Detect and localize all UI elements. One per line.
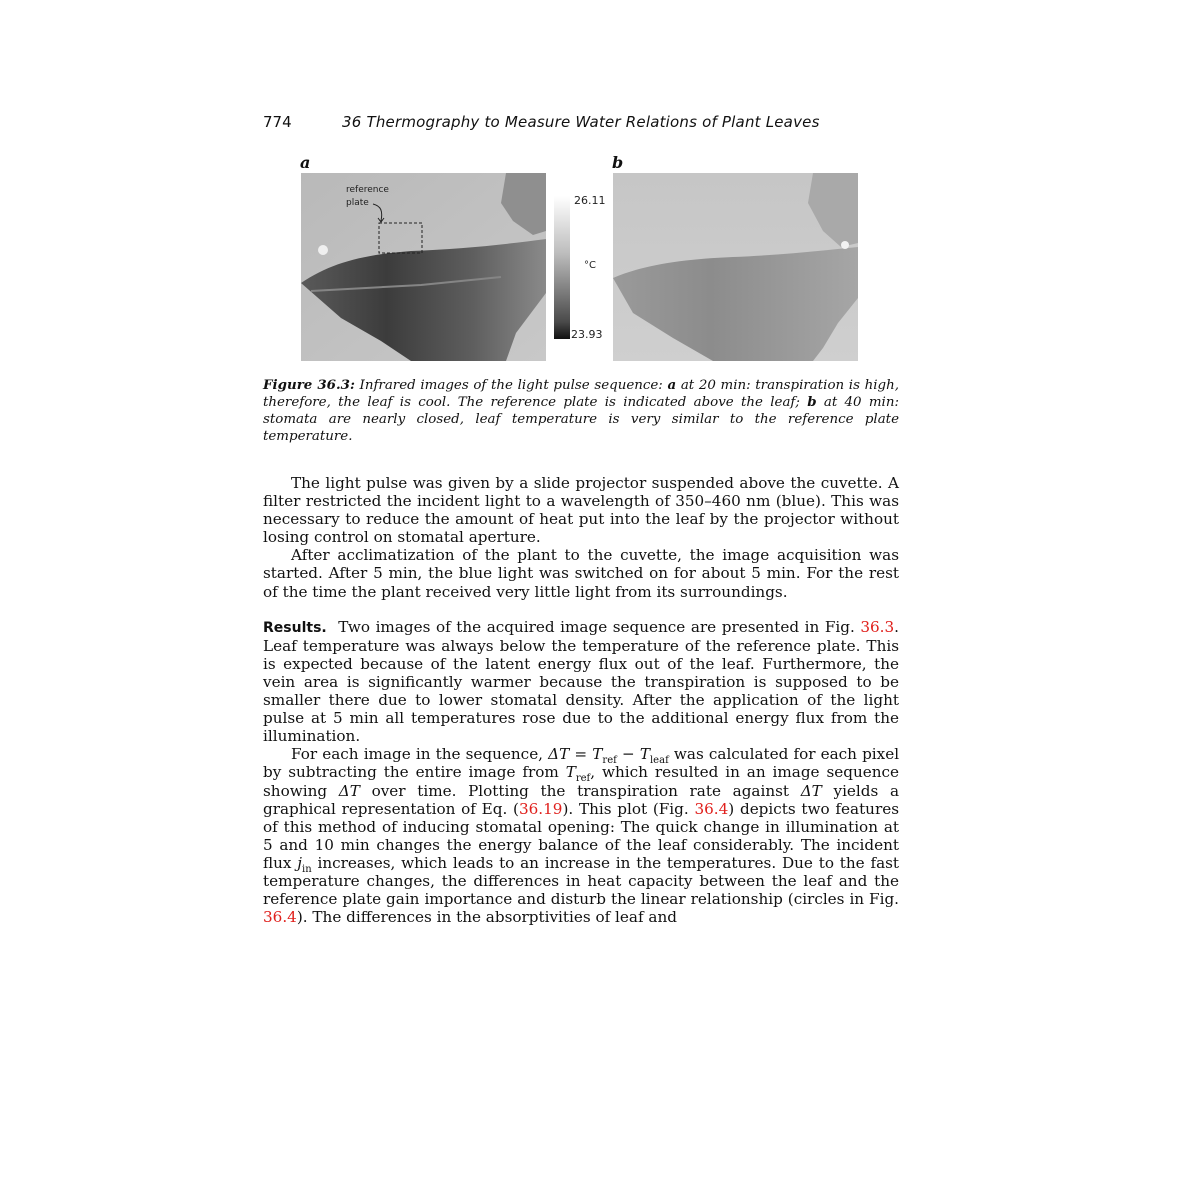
temperature-colorbar [554, 196, 570, 339]
page-number: 774 [263, 113, 292, 131]
p4-text-a: For each image in the sequence, [291, 745, 544, 764]
colorbar-unit-label: °C [584, 260, 596, 271]
colorbar-max-label: 26.11 [574, 194, 606, 207]
infrared-image-a [301, 173, 546, 361]
panel-a-label: a [300, 153, 311, 172]
fig-36-4-link[interactable]: 36.4 [263, 908, 297, 927]
delta-t-symbol: ΔT [800, 781, 822, 800]
delta-t-symbol: ΔT [338, 781, 360, 800]
caption-panel-a: a [667, 377, 677, 393]
fig-36-4-link[interactable]: 36.4 [694, 799, 729, 818]
fig-36-3-link[interactable]: 36.3 [860, 617, 895, 636]
delta-t-symbol: ΔT [548, 745, 570, 764]
p4-text-f: ). This plot (Fig. [562, 799, 689, 818]
figure-caption [263, 377, 899, 445]
p4-text-h: increases, which leads to an increase in the temperatures. Due to the fast temperature changes, the differences in heat capacity between the leaf and the reference plate gain importance and disturb the linear relationship (circles in Fig. [263, 853, 900, 909]
p4-text-g: ) depicts two features of this method of inducing stomatal opening: The quick change in illumination at 5 and 10 min changes the energy balance of the leaf considerably. The incident flux [263, 799, 899, 872]
caption-text-3: at 40 min: stomata are nearly closed, leaf temperature is very similar to the reference plate temperature. [263, 395, 899, 444]
p4-text-b: was calculated for each pixel by subtracting the entire image from [263, 745, 900, 782]
eq-36-19-link[interactable]: 36.19 [518, 799, 563, 818]
annotation-plate: plate [346, 198, 369, 208]
body-text [263, 474, 899, 926]
t-symbol: T [592, 745, 603, 764]
t-symbol: T [565, 763, 576, 782]
p4-text-d: over time. Plotting the transpiration rate against [371, 781, 790, 800]
paragraph-4 [263, 745, 899, 926]
paragraph-results [263, 618, 899, 746]
leaf-subscript: leaf [649, 755, 669, 767]
p4-text-c: , which resulted in an image sequence showing [263, 763, 899, 800]
paragraph-2: After acclimatization of the plant to the cuvette, the image acquisition was started. After 5 min, the blue light was switched on for about 5 min. For the rest of the time the plant received very little light from its surroundings. [263, 546, 899, 601]
p4-text-i: ). The differences in the absorptivities of leaf and [296, 908, 677, 927]
equals-sign: = [574, 745, 588, 764]
panel-b-label: b [612, 153, 624, 172]
caption-panel-b: b [807, 394, 817, 410]
caption-label: Figure 36.3: [263, 377, 355, 393]
caption-text-1: Infrared images of the light pulse sequence: [359, 378, 663, 393]
p3-text-b: . Leaf temperature was always below the temperature of the reference plate. This is expected because of the latent energy flux out of the leaf. Furthermore, the vein area is significantly warmer because the transpiration is supposed to be smaller there due to lower stomatal density. After the application of the light pulse at 5 min all temperatures rose due to the additional energy flux from the illumination. [263, 617, 899, 746]
infrared-image-b [613, 173, 858, 361]
p3-text-a: Two images of the acquired image sequence are presented in Fig. [338, 617, 855, 636]
ref-subscript: ref [575, 773, 591, 785]
running-title: 36 Thermography to Measure Water Relations of Plant Leaves [342, 113, 820, 131]
paragraph-1: The light pulse was given by a slide projector suspended above the cuvette. A filter restricted the incident light to a wavelength of 350–460 nm (blue). This was necessary to reduce the amount of heat put into the leaf by the projector without losing control on stomatal aperture. [263, 474, 899, 547]
annotation-reference: reference [346, 185, 389, 195]
in-subscript: in [302, 863, 312, 875]
colorbar-min-label: 23.93 [571, 328, 603, 341]
minus-sign: − [621, 745, 635, 764]
j-symbol: j [297, 853, 303, 872]
results-heading: Results. [263, 619, 327, 636]
t-symbol: T [639, 745, 650, 764]
caption-text-2: at 20 min: transpiration is high, therefore, the leaf is cool. The reference plate is indicated above the leaf; [263, 378, 899, 410]
p4-text-e: yields a graphical representation of Eq. ( [263, 781, 900, 818]
ref-subscript: ref [602, 755, 617, 767]
running-header [263, 113, 899, 133]
